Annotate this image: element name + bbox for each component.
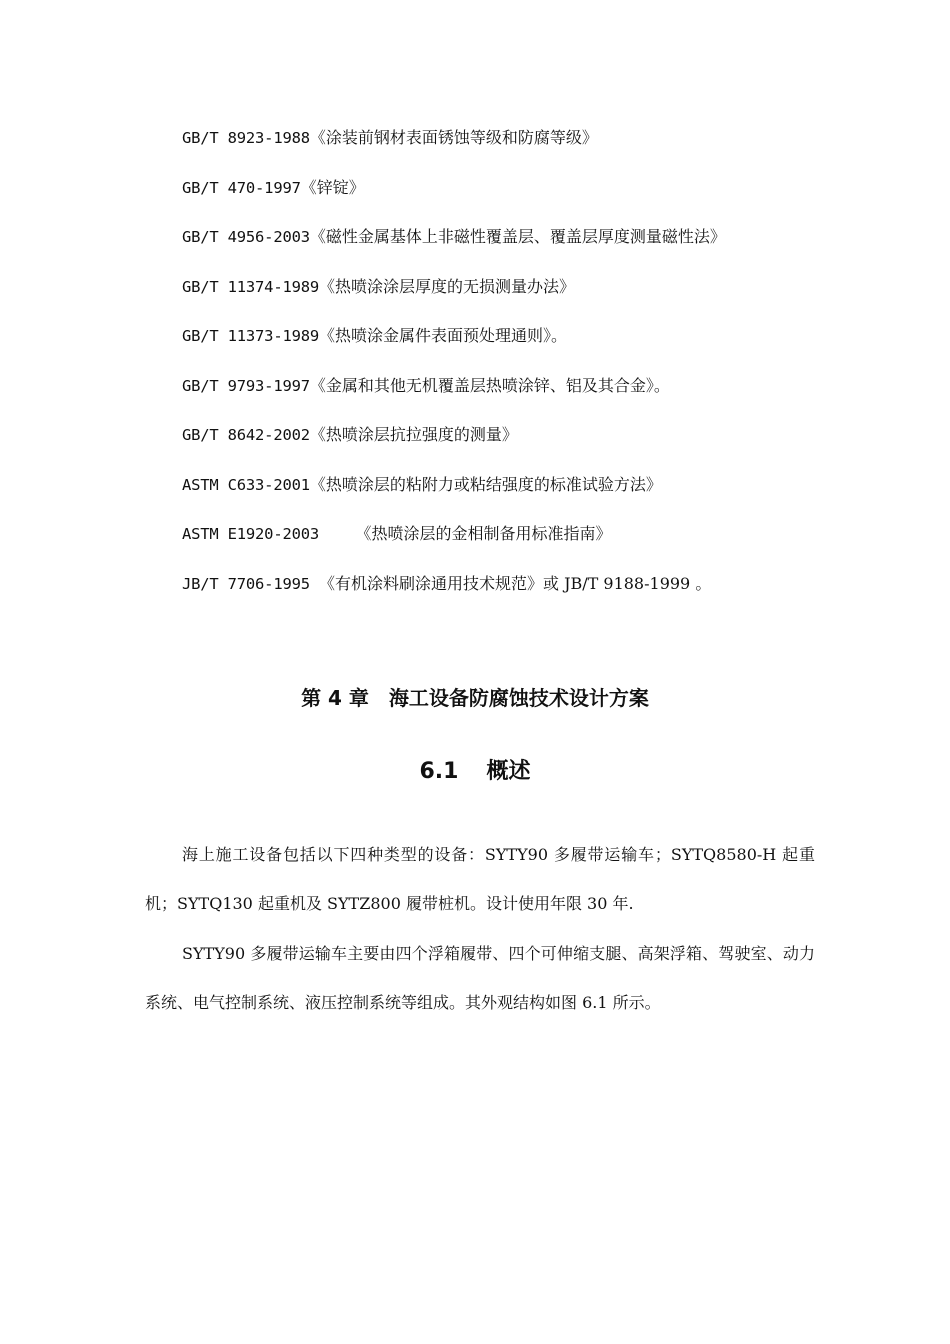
standard-code: GB/T 8642-2002	[182, 426, 310, 444]
standard-code: GB/T 9793-1997	[182, 376, 310, 395]
standard-code: JB/T 7706-1995	[182, 574, 319, 593]
paragraph: 海上施工设备包括以下四种类型的设备：SYTY90 多履带运输车；SYTQ8580-H 起重机；SYTQ130 起重机及 SYTZ800 履带桩机。设计使用年限 30 年.	[145, 845, 815, 914]
section-heading	[0, 755, 950, 789]
standard-title: 《热喷涂层抗拉强度的测量》	[309, 425, 518, 444]
standard-code: GB/T 470-1997	[182, 178, 301, 197]
standard-code: GB/T 11373-1989	[182, 327, 319, 345]
standard-code: ASTM C633-2001	[182, 475, 310, 494]
standard-title: 《热喷涂金属件表面预处理通则》。	[318, 326, 567, 345]
reference-item	[182, 421, 882, 471]
standard-code: GB/T 11374-1989	[182, 277, 319, 296]
body-text	[145, 830, 815, 1027]
standard-code: ASTM E1920-2003	[182, 525, 356, 543]
reference-item	[182, 372, 882, 422]
section-number: 6.1	[419, 759, 459, 784]
standard-code: GB/T 4956-2003	[182, 228, 310, 246]
reference-item	[182, 570, 882, 620]
standard-title: 《涂装前钢材表面锈蚀等级和防腐等级》	[309, 128, 598, 147]
chapter-title: 海工设备防腐蚀技术设计方案	[388, 686, 649, 710]
standard-title: 《热喷涂层的金相制备用标准指南》	[355, 524, 612, 543]
standard-title: 《磁性金属基体上非磁性覆盖层、覆盖层厚度测量磁性法》	[309, 227, 726, 246]
reference-item	[182, 273, 882, 323]
paragraph: SYTY90 多履带运输车主要由四个浮箱履带、四个可伸缩支腿、高架浮箱、驾驶室、动力系统、电气控制系统、液压控制系统等组成。其外观结构如图 6.1 所示。	[145, 943, 815, 1012]
section-title: 概述	[486, 759, 531, 784]
standard-title: 《锌锭》	[300, 177, 365, 197]
reference-item	[182, 223, 882, 273]
reference-item	[182, 124, 882, 174]
chapter-heading	[0, 683, 950, 713]
reference-standards-list	[182, 124, 882, 619]
standard-title: 《有机涂料刷涂通用技术规范》或 JB/T 9188-1999 。	[318, 573, 712, 593]
standard-code: GB/T 8923-1988	[182, 129, 310, 147]
standard-title: 《热喷涂涂层厚度的无损测量办法》	[318, 276, 575, 296]
chapter-number: 第 4 章	[301, 686, 369, 710]
standard-title: 《金属和其他无机覆盖层热喷涂锌、铝及其合金》。	[309, 375, 670, 395]
reference-item	[182, 471, 882, 521]
reference-item	[182, 174, 882, 224]
reference-item	[182, 322, 882, 372]
standard-title: 《热喷涂层的粘附力或粘结强度的标准试验方法》	[309, 474, 662, 494]
reference-item	[182, 520, 882, 570]
